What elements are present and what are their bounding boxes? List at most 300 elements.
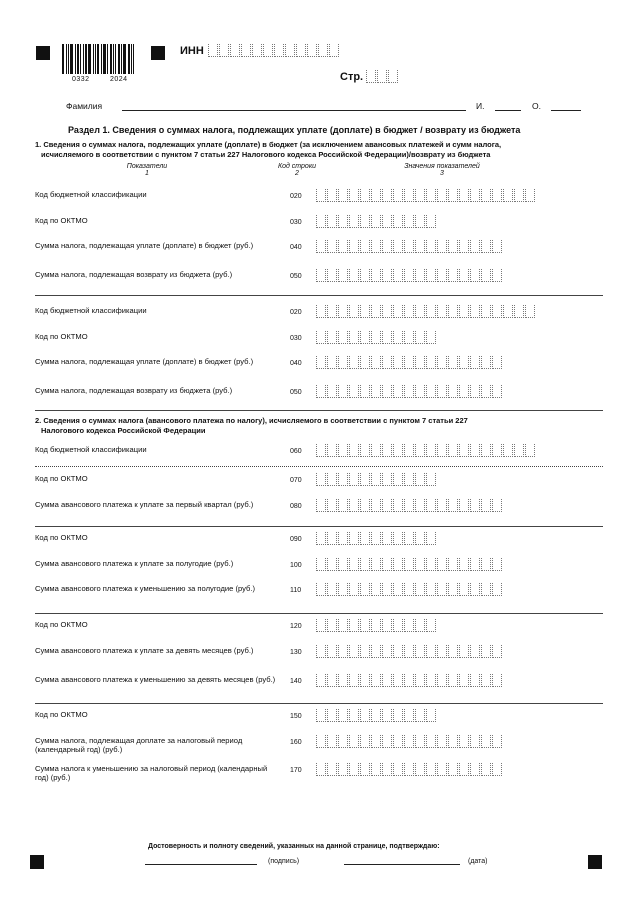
input-cell[interactable] bbox=[316, 385, 326, 398]
input-cell[interactable] bbox=[327, 385, 337, 398]
input-cell[interactable] bbox=[382, 189, 392, 202]
input-cell[interactable] bbox=[393, 674, 403, 687]
input-cell[interactable] bbox=[393, 532, 403, 545]
input-cell[interactable] bbox=[492, 269, 502, 282]
input-cell[interactable] bbox=[371, 331, 381, 344]
input-cell[interactable] bbox=[349, 305, 359, 318]
input-cell[interactable] bbox=[371, 385, 381, 398]
row-value-field[interactable] bbox=[316, 532, 437, 545]
input-cell[interactable] bbox=[382, 558, 392, 571]
input-cell[interactable] bbox=[437, 240, 447, 253]
date-field[interactable] bbox=[344, 864, 460, 865]
input-cell[interactable] bbox=[338, 763, 348, 776]
input-cell[interactable] bbox=[382, 240, 392, 253]
input-cell[interactable] bbox=[448, 499, 458, 512]
input-cell[interactable] bbox=[327, 735, 337, 748]
input-cell[interactable] bbox=[327, 532, 337, 545]
input-cell[interactable] bbox=[470, 240, 480, 253]
row-value-field[interactable] bbox=[316, 444, 536, 457]
page-number-field[interactable] bbox=[366, 70, 399, 83]
input-cell[interactable] bbox=[296, 44, 306, 57]
input-cell[interactable] bbox=[316, 331, 326, 344]
input-cell[interactable] bbox=[371, 499, 381, 512]
input-cell[interactable] bbox=[316, 189, 326, 202]
input-cell[interactable] bbox=[404, 583, 414, 596]
input-cell[interactable] bbox=[404, 674, 414, 687]
input-cell[interactable] bbox=[481, 583, 491, 596]
row-value-field[interactable] bbox=[316, 558, 503, 571]
input-cell[interactable] bbox=[382, 583, 392, 596]
input-cell[interactable] bbox=[437, 735, 447, 748]
input-cell[interactable] bbox=[360, 735, 370, 748]
input-cell[interactable] bbox=[415, 473, 425, 486]
input-cell[interactable] bbox=[349, 269, 359, 282]
input-cell[interactable] bbox=[371, 583, 381, 596]
input-cell[interactable] bbox=[263, 44, 273, 57]
input-cell[interactable] bbox=[514, 444, 524, 457]
input-cell[interactable] bbox=[448, 763, 458, 776]
row-value-field[interactable] bbox=[316, 305, 536, 318]
input-cell[interactable] bbox=[426, 674, 436, 687]
input-cell[interactable] bbox=[338, 558, 348, 571]
input-cell[interactable] bbox=[415, 763, 425, 776]
input-cell[interactable] bbox=[470, 269, 480, 282]
input-cell[interactable] bbox=[377, 70, 387, 83]
surname-field[interactable] bbox=[122, 110, 466, 111]
input-cell[interactable] bbox=[415, 674, 425, 687]
input-cell[interactable] bbox=[382, 532, 392, 545]
row-value-field[interactable] bbox=[316, 645, 503, 658]
input-cell[interactable] bbox=[415, 215, 425, 228]
input-cell[interactable] bbox=[349, 189, 359, 202]
input-cell[interactable] bbox=[404, 619, 414, 632]
input-cell[interactable] bbox=[459, 269, 469, 282]
input-cell[interactable] bbox=[459, 674, 469, 687]
input-cell[interactable] bbox=[426, 215, 436, 228]
input-cell[interactable] bbox=[382, 356, 392, 369]
input-cell[interactable] bbox=[393, 189, 403, 202]
input-cell[interactable] bbox=[382, 709, 392, 722]
input-cell[interactable] bbox=[327, 444, 337, 457]
input-cell[interactable] bbox=[307, 44, 317, 57]
input-cell[interactable] bbox=[404, 499, 414, 512]
input-cell[interactable] bbox=[492, 385, 502, 398]
input-cell[interactable] bbox=[437, 499, 447, 512]
input-cell[interactable] bbox=[349, 735, 359, 748]
input-cell[interactable] bbox=[459, 240, 469, 253]
input-cell[interactable] bbox=[470, 499, 480, 512]
input-cell[interactable] bbox=[426, 189, 436, 202]
input-cell[interactable] bbox=[382, 305, 392, 318]
input-cell[interactable] bbox=[481, 240, 491, 253]
row-value-field[interactable] bbox=[316, 763, 503, 776]
input-cell[interactable] bbox=[404, 763, 414, 776]
input-cell[interactable] bbox=[360, 305, 370, 318]
input-cell[interactable] bbox=[470, 305, 480, 318]
input-cell[interactable] bbox=[470, 763, 480, 776]
input-cell[interactable] bbox=[371, 674, 381, 687]
input-cell[interactable] bbox=[316, 499, 326, 512]
initial-i-field[interactable] bbox=[495, 110, 521, 111]
input-cell[interactable] bbox=[415, 269, 425, 282]
input-cell[interactable] bbox=[349, 619, 359, 632]
signature-field[interactable] bbox=[145, 864, 257, 865]
input-cell[interactable] bbox=[459, 645, 469, 658]
input-cell[interactable] bbox=[316, 735, 326, 748]
input-cell[interactable] bbox=[459, 558, 469, 571]
initial-o-field[interactable] bbox=[551, 110, 581, 111]
input-cell[interactable] bbox=[327, 558, 337, 571]
input-cell[interactable] bbox=[448, 385, 458, 398]
input-cell[interactable] bbox=[382, 674, 392, 687]
input-cell[interactable] bbox=[470, 444, 480, 457]
input-cell[interactable] bbox=[470, 735, 480, 748]
input-cell[interactable] bbox=[338, 385, 348, 398]
input-cell[interactable] bbox=[338, 709, 348, 722]
input-cell[interactable] bbox=[349, 215, 359, 228]
input-cell[interactable] bbox=[316, 558, 326, 571]
input-cell[interactable] bbox=[371, 709, 381, 722]
input-cell[interactable] bbox=[382, 269, 392, 282]
input-cell[interactable] bbox=[316, 240, 326, 253]
input-cell[interactable] bbox=[448, 735, 458, 748]
input-cell[interactable] bbox=[481, 499, 491, 512]
row-value-field[interactable] bbox=[316, 356, 503, 369]
row-value-field[interactable] bbox=[316, 240, 503, 253]
input-cell[interactable] bbox=[481, 269, 491, 282]
input-cell[interactable] bbox=[437, 763, 447, 776]
input-cell[interactable] bbox=[415, 532, 425, 545]
input-cell[interactable] bbox=[492, 735, 502, 748]
input-cell[interactable] bbox=[448, 645, 458, 658]
input-cell[interactable] bbox=[371, 189, 381, 202]
input-cell[interactable] bbox=[316, 583, 326, 596]
input-cell[interactable] bbox=[382, 645, 392, 658]
input-cell[interactable] bbox=[470, 645, 480, 658]
input-cell[interactable] bbox=[338, 499, 348, 512]
input-cell[interactable] bbox=[481, 763, 491, 776]
input-cell[interactable] bbox=[382, 619, 392, 632]
input-cell[interactable] bbox=[492, 674, 502, 687]
input-cell[interactable] bbox=[481, 356, 491, 369]
input-cell[interactable] bbox=[230, 44, 240, 57]
input-cell[interactable] bbox=[393, 331, 403, 344]
input-cell[interactable] bbox=[448, 240, 458, 253]
input-cell[interactable] bbox=[459, 735, 469, 748]
input-cell[interactable] bbox=[481, 189, 491, 202]
input-cell[interactable] bbox=[360, 709, 370, 722]
input-cell[interactable] bbox=[393, 240, 403, 253]
input-cell[interactable] bbox=[241, 44, 251, 57]
input-cell[interactable] bbox=[382, 215, 392, 228]
input-cell[interactable] bbox=[316, 674, 326, 687]
row-value-field[interactable] bbox=[316, 189, 536, 202]
input-cell[interactable] bbox=[415, 385, 425, 398]
row-value-field[interactable] bbox=[316, 473, 437, 486]
input-cell[interactable] bbox=[393, 473, 403, 486]
input-cell[interactable] bbox=[503, 444, 513, 457]
input-cell[interactable] bbox=[459, 189, 469, 202]
input-cell[interactable] bbox=[338, 331, 348, 344]
input-cell[interactable] bbox=[459, 444, 469, 457]
input-cell[interactable] bbox=[404, 473, 414, 486]
input-cell[interactable] bbox=[360, 269, 370, 282]
input-cell[interactable] bbox=[371, 763, 381, 776]
input-cell[interactable] bbox=[415, 735, 425, 748]
input-cell[interactable] bbox=[219, 44, 229, 57]
input-cell[interactable] bbox=[470, 558, 480, 571]
input-cell[interactable] bbox=[459, 385, 469, 398]
input-cell[interactable] bbox=[327, 709, 337, 722]
input-cell[interactable] bbox=[338, 473, 348, 486]
input-cell[interactable] bbox=[316, 356, 326, 369]
input-cell[interactable] bbox=[492, 444, 502, 457]
input-cell[interactable] bbox=[393, 499, 403, 512]
input-cell[interactable] bbox=[470, 385, 480, 398]
input-cell[interactable] bbox=[437, 385, 447, 398]
input-cell[interactable] bbox=[388, 70, 398, 83]
input-cell[interactable] bbox=[285, 44, 295, 57]
input-cell[interactable] bbox=[448, 558, 458, 571]
input-cell[interactable] bbox=[393, 709, 403, 722]
input-cell[interactable] bbox=[349, 763, 359, 776]
input-cell[interactable] bbox=[349, 385, 359, 398]
input-cell[interactable] bbox=[415, 583, 425, 596]
input-cell[interactable] bbox=[448, 583, 458, 596]
row-value-field[interactable] bbox=[316, 385, 503, 398]
input-cell[interactable] bbox=[371, 240, 381, 253]
input-cell[interactable] bbox=[415, 240, 425, 253]
input-cell[interactable] bbox=[371, 269, 381, 282]
input-cell[interactable] bbox=[316, 444, 326, 457]
input-cell[interactable] bbox=[360, 583, 370, 596]
input-cell[interactable] bbox=[492, 499, 502, 512]
input-cell[interactable] bbox=[415, 189, 425, 202]
input-cell[interactable] bbox=[459, 356, 469, 369]
input-cell[interactable] bbox=[316, 305, 326, 318]
input-cell[interactable] bbox=[492, 583, 502, 596]
input-cell[interactable] bbox=[366, 70, 376, 83]
input-cell[interactable] bbox=[481, 645, 491, 658]
input-cell[interactable] bbox=[404, 215, 414, 228]
input-cell[interactable] bbox=[360, 763, 370, 776]
input-cell[interactable] bbox=[448, 674, 458, 687]
input-cell[interactable] bbox=[360, 674, 370, 687]
input-cell[interactable] bbox=[426, 583, 436, 596]
input-cell[interactable] bbox=[415, 645, 425, 658]
input-cell[interactable] bbox=[481, 558, 491, 571]
input-cell[interactable] bbox=[437, 583, 447, 596]
input-cell[interactable] bbox=[329, 44, 339, 57]
input-cell[interactable] bbox=[525, 444, 535, 457]
input-cell[interactable] bbox=[316, 709, 326, 722]
input-cell[interactable] bbox=[470, 674, 480, 687]
input-cell[interactable] bbox=[404, 645, 414, 658]
input-cell[interactable] bbox=[327, 240, 337, 253]
input-cell[interactable] bbox=[316, 215, 326, 228]
input-cell[interactable] bbox=[404, 735, 414, 748]
input-cell[interactable] bbox=[437, 674, 447, 687]
input-cell[interactable] bbox=[404, 532, 414, 545]
input-cell[interactable] bbox=[525, 305, 535, 318]
input-cell[interactable] bbox=[338, 645, 348, 658]
input-cell[interactable] bbox=[371, 645, 381, 658]
input-cell[interactable] bbox=[360, 473, 370, 486]
input-cell[interactable] bbox=[492, 240, 502, 253]
input-cell[interactable] bbox=[404, 709, 414, 722]
input-cell[interactable] bbox=[426, 473, 436, 486]
input-cell[interactable] bbox=[415, 305, 425, 318]
input-cell[interactable] bbox=[360, 532, 370, 545]
input-cell[interactable] bbox=[426, 645, 436, 658]
input-cell[interactable] bbox=[382, 385, 392, 398]
input-cell[interactable] bbox=[514, 189, 524, 202]
input-cell[interactable] bbox=[338, 215, 348, 228]
input-cell[interactable] bbox=[274, 44, 284, 57]
row-value-field[interactable] bbox=[316, 583, 503, 596]
input-cell[interactable] bbox=[437, 356, 447, 369]
input-cell[interactable] bbox=[426, 444, 436, 457]
input-cell[interactable] bbox=[426, 619, 436, 632]
input-cell[interactable] bbox=[316, 645, 326, 658]
input-cell[interactable] bbox=[338, 583, 348, 596]
input-cell[interactable] bbox=[371, 444, 381, 457]
input-cell[interactable] bbox=[349, 583, 359, 596]
input-cell[interactable] bbox=[426, 558, 436, 571]
input-cell[interactable] bbox=[426, 385, 436, 398]
input-cell[interactable] bbox=[252, 44, 262, 57]
input-cell[interactable] bbox=[492, 356, 502, 369]
input-cell[interactable] bbox=[481, 735, 491, 748]
input-cell[interactable] bbox=[371, 305, 381, 318]
input-cell[interactable] bbox=[426, 709, 436, 722]
input-cell[interactable] bbox=[426, 240, 436, 253]
input-cell[interactable] bbox=[316, 763, 326, 776]
input-cell[interactable] bbox=[426, 331, 436, 344]
input-cell[interactable] bbox=[481, 674, 491, 687]
input-cell[interactable] bbox=[327, 619, 337, 632]
input-cell[interactable] bbox=[393, 763, 403, 776]
input-cell[interactable] bbox=[404, 385, 414, 398]
row-value-field[interactable] bbox=[316, 735, 503, 748]
input-cell[interactable] bbox=[349, 645, 359, 658]
input-cell[interactable] bbox=[349, 532, 359, 545]
input-cell[interactable] bbox=[327, 674, 337, 687]
input-cell[interactable] bbox=[382, 763, 392, 776]
input-cell[interactable] bbox=[349, 499, 359, 512]
input-cell[interactable] bbox=[393, 269, 403, 282]
input-cell[interactable] bbox=[349, 331, 359, 344]
input-cell[interactable] bbox=[327, 763, 337, 776]
input-cell[interactable] bbox=[525, 189, 535, 202]
input-cell[interactable] bbox=[208, 44, 218, 57]
input-cell[interactable] bbox=[393, 385, 403, 398]
input-cell[interactable] bbox=[382, 444, 392, 457]
row-value-field[interactable] bbox=[316, 215, 437, 228]
input-cell[interactable] bbox=[393, 305, 403, 318]
input-cell[interactable] bbox=[415, 709, 425, 722]
input-cell[interactable] bbox=[415, 499, 425, 512]
input-cell[interactable] bbox=[371, 619, 381, 632]
input-cell[interactable] bbox=[393, 735, 403, 748]
input-cell[interactable] bbox=[338, 356, 348, 369]
input-cell[interactable] bbox=[349, 709, 359, 722]
input-cell[interactable] bbox=[459, 305, 469, 318]
input-cell[interactable] bbox=[316, 532, 326, 545]
input-cell[interactable] bbox=[360, 331, 370, 344]
input-cell[interactable] bbox=[382, 735, 392, 748]
input-cell[interactable] bbox=[382, 473, 392, 486]
input-cell[interactable] bbox=[437, 558, 447, 571]
input-cell[interactable] bbox=[426, 532, 436, 545]
input-cell[interactable] bbox=[470, 356, 480, 369]
row-value-field[interactable] bbox=[316, 709, 437, 722]
input-cell[interactable] bbox=[448, 269, 458, 282]
input-cell[interactable] bbox=[327, 215, 337, 228]
input-cell[interactable] bbox=[448, 444, 458, 457]
input-cell[interactable] bbox=[481, 305, 491, 318]
input-cell[interactable] bbox=[404, 444, 414, 457]
input-cell[interactable] bbox=[360, 444, 370, 457]
input-cell[interactable] bbox=[360, 215, 370, 228]
input-cell[interactable] bbox=[327, 583, 337, 596]
input-cell[interactable] bbox=[393, 619, 403, 632]
input-cell[interactable] bbox=[470, 189, 480, 202]
input-cell[interactable] bbox=[448, 305, 458, 318]
input-cell[interactable] bbox=[426, 763, 436, 776]
row-value-field[interactable] bbox=[316, 674, 503, 687]
input-cell[interactable] bbox=[318, 44, 328, 57]
input-cell[interactable] bbox=[327, 473, 337, 486]
input-cell[interactable] bbox=[338, 269, 348, 282]
input-cell[interactable] bbox=[514, 305, 524, 318]
input-cell[interactable] bbox=[448, 189, 458, 202]
input-cell[interactable] bbox=[404, 356, 414, 369]
input-cell[interactable] bbox=[327, 645, 337, 658]
input-cell[interactable] bbox=[338, 619, 348, 632]
input-cell[interactable] bbox=[360, 499, 370, 512]
input-cell[interactable] bbox=[459, 763, 469, 776]
input-cell[interactable] bbox=[481, 444, 491, 457]
input-cell[interactable] bbox=[492, 763, 502, 776]
input-cell[interactable] bbox=[338, 444, 348, 457]
input-cell[interactable] bbox=[316, 473, 326, 486]
input-cell[interactable] bbox=[338, 305, 348, 318]
row-value-field[interactable] bbox=[316, 499, 503, 512]
input-cell[interactable] bbox=[371, 532, 381, 545]
input-cell[interactable] bbox=[316, 619, 326, 632]
input-cell[interactable] bbox=[492, 645, 502, 658]
input-cell[interactable] bbox=[415, 356, 425, 369]
input-cell[interactable] bbox=[437, 444, 447, 457]
input-cell[interactable] bbox=[349, 558, 359, 571]
input-cell[interactable] bbox=[338, 189, 348, 202]
input-cell[interactable] bbox=[437, 269, 447, 282]
input-cell[interactable] bbox=[360, 189, 370, 202]
input-cell[interactable] bbox=[481, 385, 491, 398]
input-cell[interactable] bbox=[338, 674, 348, 687]
input-cell[interactable] bbox=[349, 240, 359, 253]
input-cell[interactable] bbox=[382, 499, 392, 512]
input-cell[interactable] bbox=[426, 735, 436, 748]
row-value-field[interactable] bbox=[316, 619, 437, 632]
row-value-field[interactable] bbox=[316, 331, 437, 344]
input-cell[interactable] bbox=[437, 189, 447, 202]
input-cell[interactable] bbox=[404, 269, 414, 282]
input-cell[interactable] bbox=[404, 305, 414, 318]
input-cell[interactable] bbox=[349, 356, 359, 369]
input-cell[interactable] bbox=[492, 189, 502, 202]
